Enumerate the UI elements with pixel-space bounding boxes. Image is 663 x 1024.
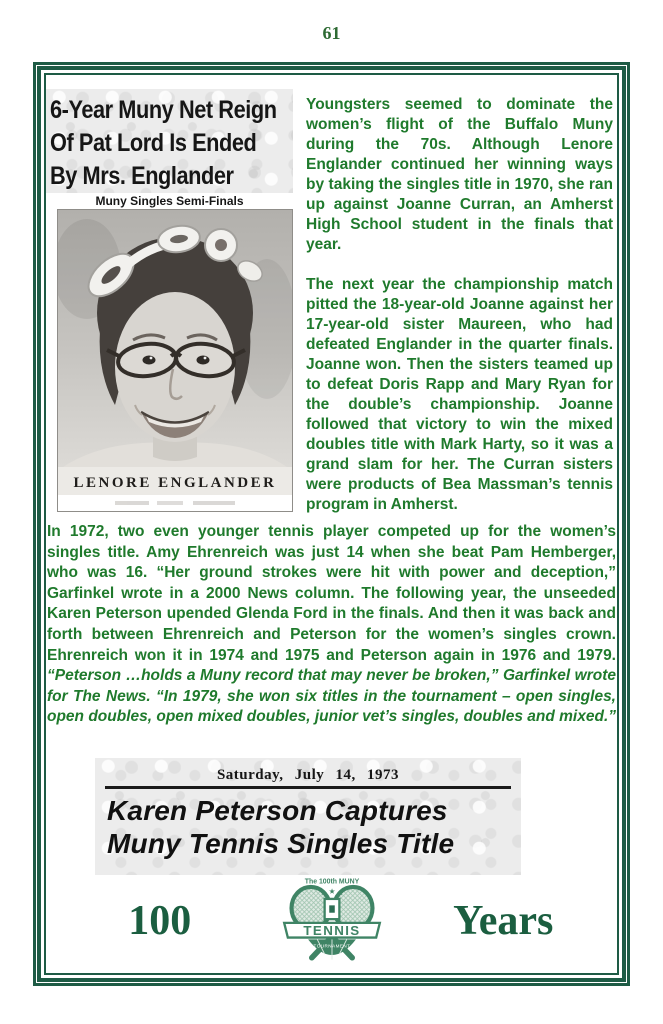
paragraph: Youngsters seemed to dominate the women’s flight of the Buffalo Muny during the 70s. Although Lenore Englander continued her winning ways by taking the singles title in 1970, she ran up against Joanne Curran, an Amherst High School student in the finals that year.	[306, 96, 613, 253]
portrait-photo	[57, 209, 293, 512]
decorative-frame-mid	[37, 66, 626, 982]
clipping2-headline-line: Muny Tennis Singles Title	[107, 828, 455, 859]
logo-top-text: The 100th MUNY	[304, 878, 359, 886]
footer-years: Years	[453, 898, 554, 944]
logo-bottom-text: TOURNAMENT	[313, 943, 350, 949]
footer-100: 100	[128, 898, 192, 944]
svg-text:★: ★	[328, 888, 335, 896]
page-content	[44, 73, 619, 975]
paragraph: The next year the championship match pitted the 18-year-old Joanne against her 17-year-old sister Maureen, who had defeated Englander in the quarter finals. Joanne won. Then the sisters teamed up to defeat Doris Rapp and Mary Ryan for the double’s championship. Joanne followed that victory to win the mixed doubles title with Mark Harty, so it was a grand slam for her. The Curran sisters were products of Bea Massman’s tennis program in Amherst.	[306, 276, 613, 513]
footer	[46, 875, 617, 967]
logo-stars	[319, 888, 343, 897]
svg-text:★: ★	[320, 890, 327, 898]
clipping2-date: Saturday, July 14, 1973	[216, 767, 400, 783]
smudged-byline	[115, 501, 235, 505]
body-paragraph	[47, 522, 616, 728]
clipping1-headline-line: Of Pat Lord Is Ended	[50, 129, 257, 157]
tennis-logo-icon	[276, 875, 388, 967]
news-clipping-headline	[46, 89, 293, 208]
muny-tennis-logo	[274, 875, 390, 967]
clipping2-headline-line: Karen Peterson Captures	[107, 795, 448, 826]
clipping1-headline-line: 6-Year Muny Net Reign	[50, 96, 277, 124]
right-text-column	[306, 95, 613, 535]
photo-caption: LENORE ENGLANDER	[73, 475, 277, 491]
logo-banner-text: TENNIS	[302, 922, 361, 938]
svg-text:★: ★	[336, 890, 343, 898]
clipping1-subheadline: Muny Singles Semi-Finals	[95, 194, 244, 208]
news-clipping-peterson	[95, 758, 521, 875]
logo-banner	[284, 923, 380, 938]
body-paragraph-quote: “Peterson …holds a Muny record that may never be broken,” Garfinkel wrote for The News. “In 1979, she won six titles in the tournament – open singles, open doubles, open mixed doubles, junior vet’s singles, doubles and mixed.”	[47, 667, 617, 726]
body-paragraph-text: In 1972, two even younger tennis player competed up for the women’s singles title. Amy Ehrenreich was just 14 when she beat Pam Hemberger, who was 16. “Her ground strokes were hit with power and deception,” Garfinkel wrote in a 2000 News column. The following year, the unseeded Karen Peterson upended Glenda Ford in the finals. And then it was back and forth between Ehrenreich and Peterson for the women’s singles crown. Ehrenreich won it in 1974 and 1975 and Peterson again in 1976 and 1979.	[47, 523, 616, 664]
clipping1-headline-line: By Mrs. Englander	[50, 162, 234, 190]
clipping2-rule	[105, 786, 511, 789]
decorative-frame	[33, 62, 630, 986]
page-number: 61	[322, 23, 341, 43]
portrait-photo-illustration	[57, 209, 293, 512]
